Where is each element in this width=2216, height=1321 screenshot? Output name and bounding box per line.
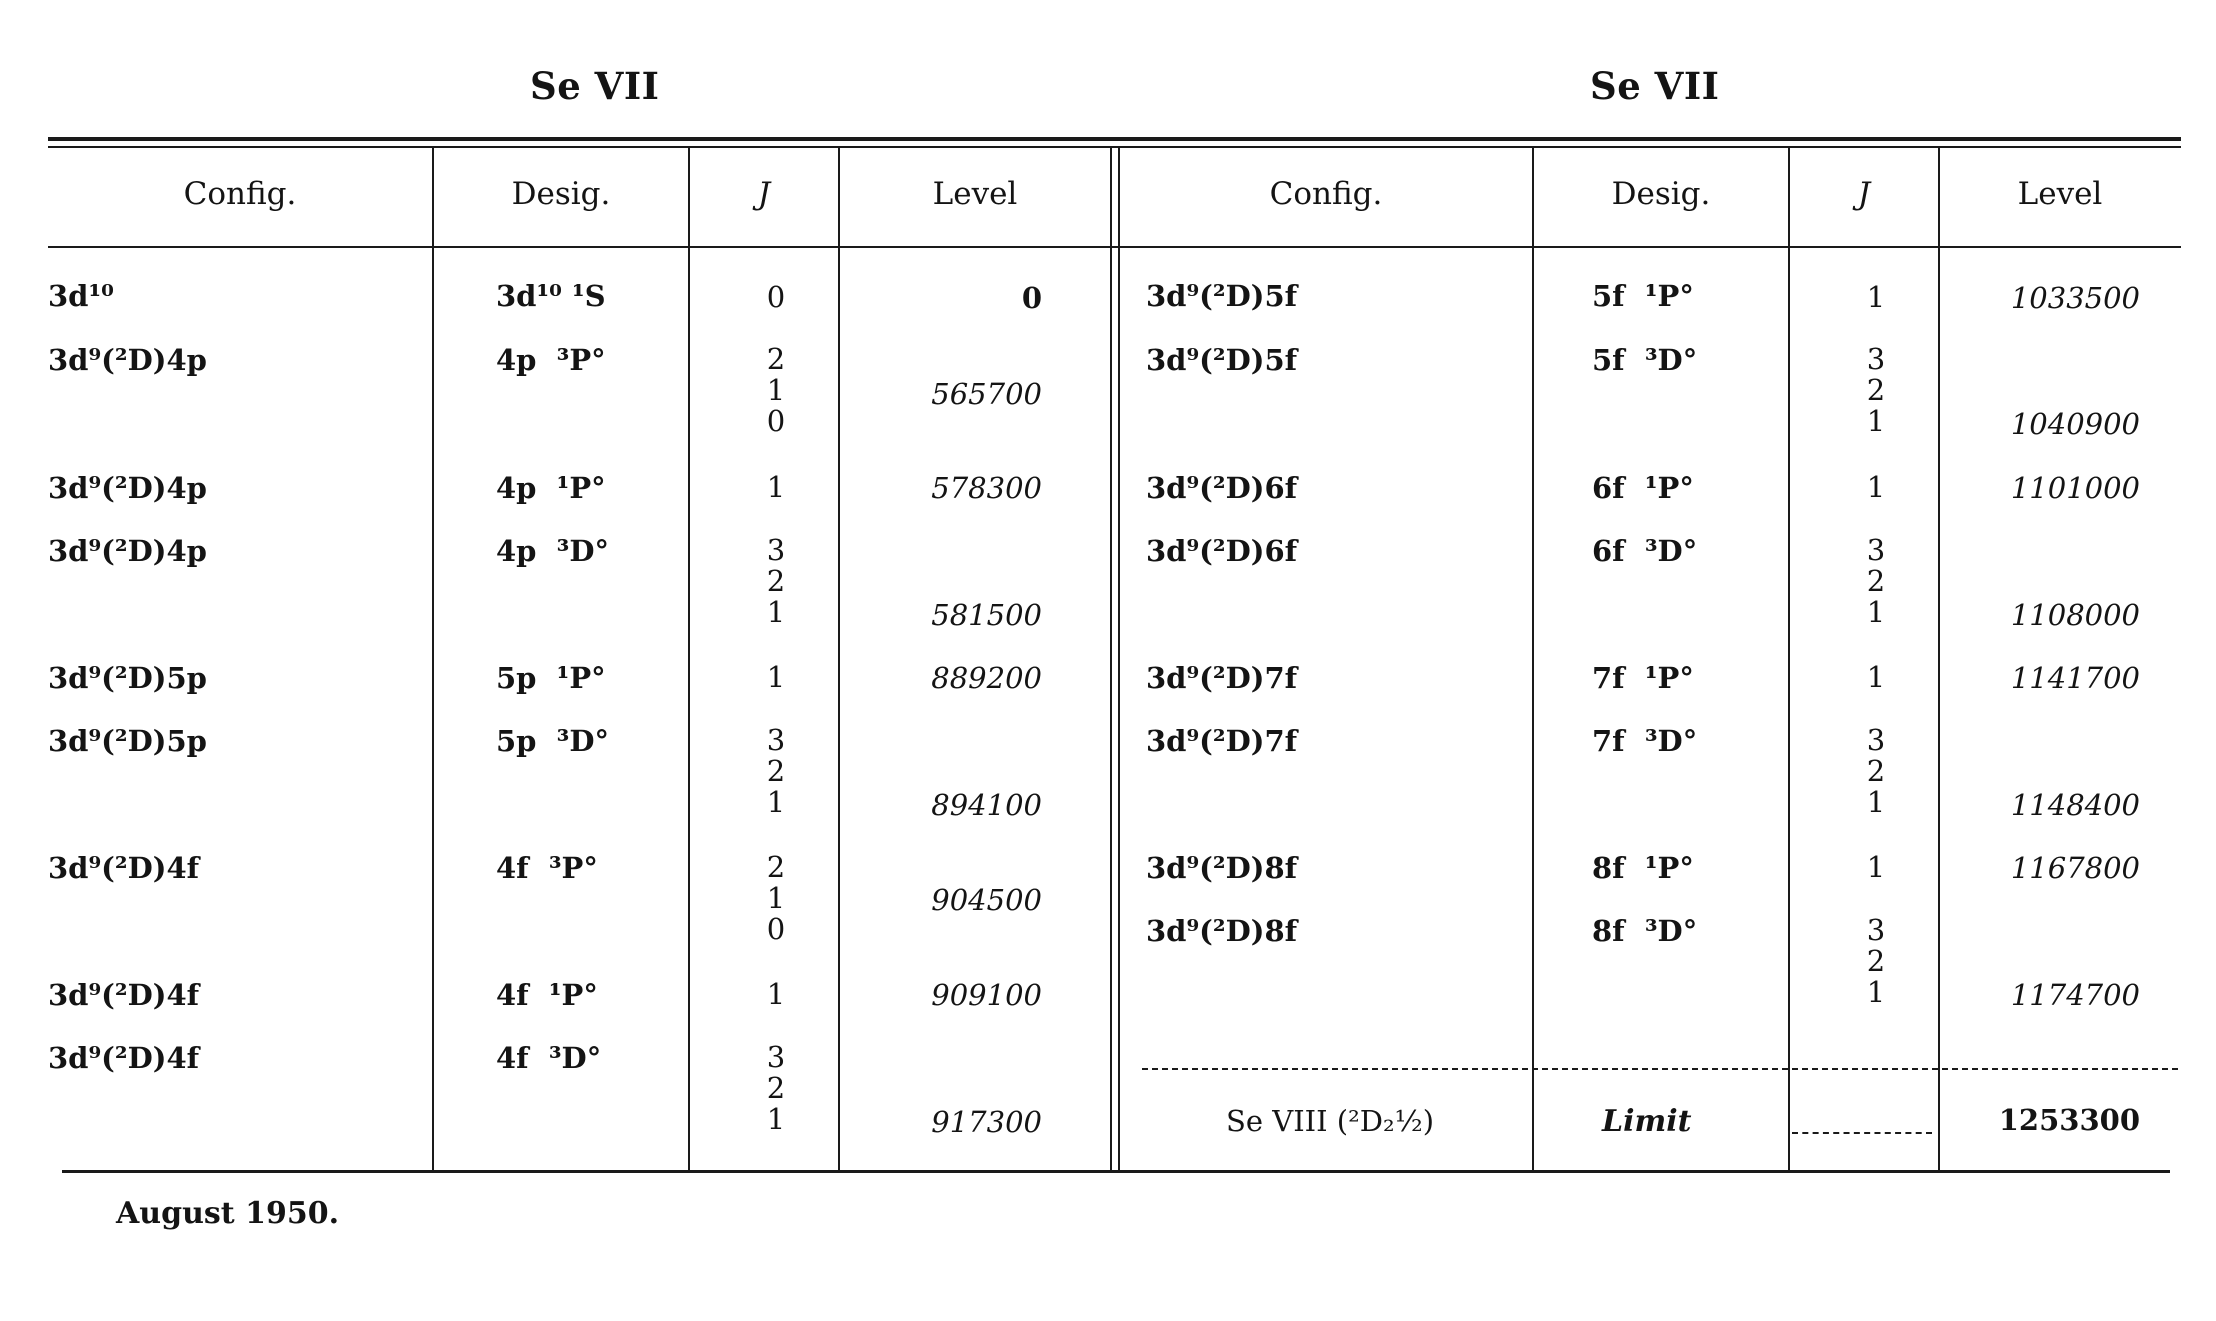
right-config-cell: 3d⁹(²D)7f	[1146, 661, 1298, 695]
right-config-cell: 3d⁹(²D)7f	[1146, 724, 1298, 758]
left-desig-cell: 3d¹⁰ ¹S	[496, 279, 606, 313]
top-rule-2	[48, 146, 2181, 148]
left-j-cell: 2 1 0	[766, 342, 786, 438]
right-config-cell: 3d⁹(²D)6f	[1146, 471, 1298, 505]
header-config-left: Config.	[183, 176, 297, 212]
right-desig-cell: 7f ³D°	[1592, 724, 1698, 758]
right-config-cell: 3d⁹(²D)8f	[1146, 851, 1298, 885]
right-desig-cell: 8f ¹P°	[1592, 851, 1694, 885]
right-j-cell: 1	[1866, 660, 1886, 694]
header-desig-right: Desig.	[1611, 176, 1711, 212]
right-config-cell: 3d⁹(²D)8f	[1146, 914, 1298, 948]
left-config-cell: 3d⁹(²D)4f	[48, 851, 200, 885]
right-config-cell: 3d⁹(²D)5f	[1146, 343, 1298, 377]
left-j-cell: 2 1 0	[766, 850, 786, 946]
limit-level-cell: 1253300	[1998, 1103, 2140, 1137]
right-config-cell: 3d⁹(²D)5f	[1146, 279, 1298, 313]
header-level-right: Level	[2017, 176, 2103, 212]
header-level-left: Level	[932, 176, 1018, 212]
left-level-cell: 565700	[931, 377, 1042, 411]
right-level-cell: 1141700	[2010, 661, 2140, 695]
left-desig-cell: 4f ¹P°	[496, 978, 598, 1012]
header-rule	[48, 246, 2181, 248]
left-j-cell: 1	[766, 470, 786, 504]
right-j-cell: 3 2 1	[1866, 723, 1886, 819]
left-config-cell: 3d⁹(²D)5p	[48, 661, 207, 695]
left-level-cell: 889200	[931, 661, 1042, 695]
header-j-left: J	[757, 176, 771, 212]
right-desig-cell: 6f ¹P°	[1592, 471, 1694, 505]
col-divider	[432, 146, 434, 1170]
left-j-cell: 3 2 1	[766, 723, 786, 819]
center-double-divider	[1110, 146, 1112, 1170]
right-level-cell: 1033500	[2010, 281, 2140, 315]
right-desig-cell: 6f ³D°	[1592, 534, 1698, 568]
table-title-left: Se VII	[530, 64, 660, 108]
left-level-cell: 581500	[931, 598, 1042, 632]
left-desig-cell: 4p ¹P°	[496, 471, 606, 505]
right-level-cell: 1101000	[2010, 471, 2140, 505]
left-config-cell: 3d¹⁰	[48, 279, 114, 313]
col-divider	[1788, 146, 1790, 1170]
col-divider	[688, 146, 690, 1170]
limit-separator	[1142, 1068, 2178, 1070]
left-desig-cell: 4p ³P°	[496, 343, 606, 377]
limit-config-cell: Se VIII (²D₂½)	[1226, 1104, 1435, 1138]
left-level-cell: 894100	[931, 788, 1042, 822]
left-level-cell: 904500	[931, 883, 1042, 917]
left-level-cell: 909100	[931, 978, 1042, 1012]
left-config-cell: 3d⁹(²D)4p	[48, 343, 207, 377]
header-desig-left: Desig.	[511, 176, 611, 212]
header-config-right: Config.	[1269, 176, 1383, 212]
left-level-cell: 917300	[931, 1105, 1042, 1139]
left-j-cell: 3 2 1	[766, 533, 786, 629]
left-level-cell: 0	[1021, 281, 1042, 315]
left-config-cell: 3d⁹(²D)4f	[48, 1041, 200, 1075]
right-desig-cell: 5f ³D°	[1592, 343, 1698, 377]
left-j-cell: 1	[766, 660, 786, 694]
center-double-divider	[1118, 146, 1120, 1170]
left-config-cell: 3d⁹(²D)4p	[48, 471, 207, 505]
right-level-cell: 1108000	[2010, 598, 2140, 632]
left-config-cell: 3d⁹(²D)4f	[48, 978, 200, 1012]
limit-desig-cell: Limit	[1602, 1104, 1692, 1139]
right-desig-cell: 8f ³D°	[1592, 914, 1698, 948]
limit-j-dashes	[1792, 1132, 1932, 1134]
left-level-cell: 578300	[931, 471, 1042, 505]
top-rule	[48, 137, 2181, 141]
left-j-cell: 1	[766, 977, 786, 1011]
left-config-cell: 3d⁹(²D)4p	[48, 534, 207, 568]
left-desig-cell: 5p ¹P°	[496, 661, 606, 695]
left-desig-cell: 4f ³D°	[496, 1041, 602, 1075]
right-config-cell: 3d⁹(²D)6f	[1146, 534, 1298, 568]
footer-date: August 1950.	[116, 1196, 340, 1231]
bottom-rule	[62, 1170, 2170, 1173]
right-level-cell: 1040900	[2010, 407, 2140, 441]
right-level-cell: 1174700	[2010, 978, 2140, 1012]
right-j-cell: 1	[1866, 850, 1886, 884]
left-j-cell: 3 2 1	[766, 1040, 786, 1136]
right-j-cell: 3 2 1	[1866, 913, 1886, 1009]
right-level-cell: 1167800	[2010, 851, 2140, 885]
left-desig-cell: 4p ³D°	[496, 534, 609, 568]
right-level-cell: 1148400	[2010, 788, 2140, 822]
right-desig-cell: 7f ¹P°	[1592, 661, 1694, 695]
right-j-cell: 1	[1866, 470, 1886, 504]
right-j-cell: 3 2 1	[1866, 533, 1886, 629]
header-j-right: J	[1857, 176, 1871, 212]
col-divider	[1532, 146, 1534, 1170]
right-desig-cell: 5f ¹P°	[1592, 279, 1694, 313]
right-j-cell: 1	[1866, 280, 1886, 314]
left-desig-cell: 5p ³D°	[496, 724, 609, 758]
left-desig-cell: 4f ³P°	[496, 851, 598, 885]
right-j-cell: 3 2 1	[1866, 342, 1886, 438]
left-j-cell: 0	[766, 280, 786, 314]
left-config-cell: 3d⁹(²D)5p	[48, 724, 207, 758]
table-title-right: Se VII	[1590, 64, 1720, 108]
